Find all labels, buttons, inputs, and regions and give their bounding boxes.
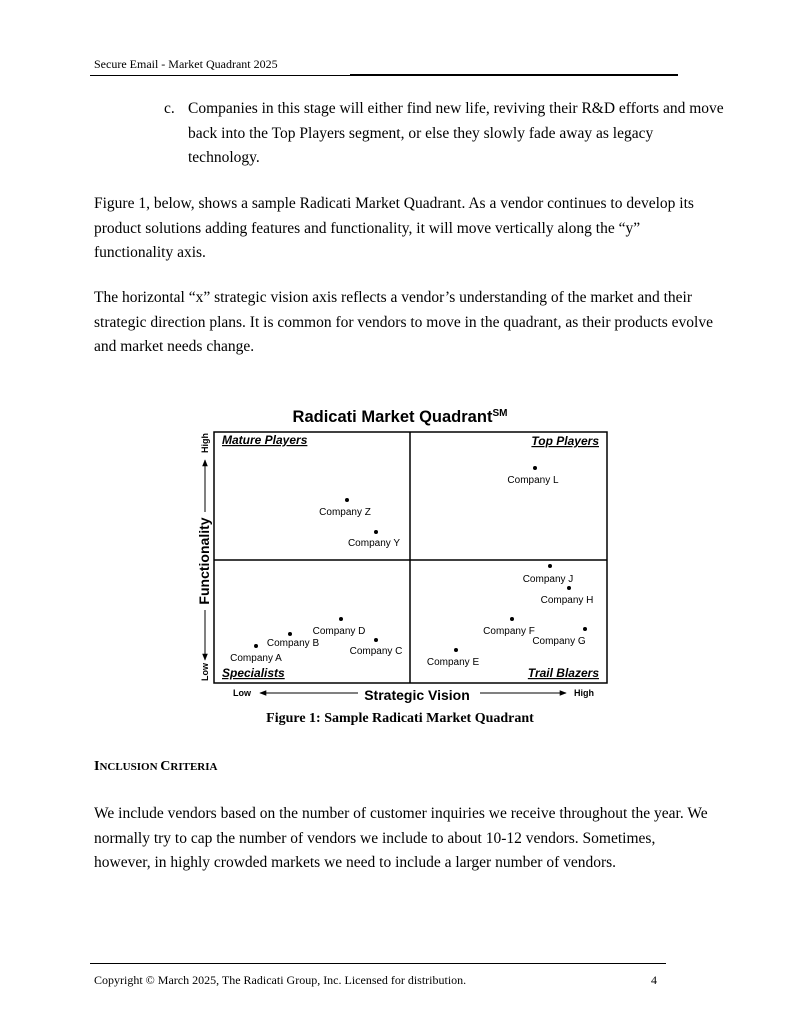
company-label: Company E (426, 657, 480, 668)
y-axis-title: Functionality (196, 517, 212, 605)
paragraph-inclusion-criteria: We include vendors based on the number of customer inquiries we receive throughout the year. We normally try to cap the number of vendors we include to about 10-12 vendors. Sometimes, however, in highly crowded markets we need to include a larger number of vendors. (94, 805, 708, 871)
company-dot (548, 564, 552, 568)
company-label: Company D (312, 626, 366, 637)
footer-rule (90, 963, 666, 964)
y-axis (196, 433, 212, 681)
x-axis (233, 687, 594, 703)
heading-smallcaps: RITERIA (170, 761, 218, 773)
list-marker: c. (164, 100, 175, 117)
paragraph-figure-intro: Figure 1, below, shows a sample Radicati Market Quadrant. As a vendor continues to develop its product solutions adding features and functionality, it will move vertically along the “y” functionality axis. (94, 195, 694, 261)
company-dot (288, 632, 292, 636)
quadrant-label-top-players: Top Players (531, 434, 599, 448)
figure-caption: Figure 1: Sample Radicati Market Quadrant (266, 711, 534, 726)
x-axis-low-label: Low (233, 688, 251, 698)
heading-initial: C (160, 759, 171, 774)
company-dot (254, 644, 258, 648)
x-axis-high-label: High (574, 688, 594, 698)
company-label: Company G (532, 636, 586, 647)
company-l (507, 466, 559, 486)
paragraph-strategic-vision: The horizontal “x” strategic vision axis reflects a vendor’s understanding of the market and their strategic direction plans. It is common for vendors to move in the quadrant, as their products evolve and market needs change. (94, 289, 713, 355)
company-j (523, 564, 574, 585)
company-label: Company J (522, 574, 574, 585)
quadrant-label-trail-blazers: Trail Blazers (527, 666, 599, 680)
company-dot (454, 648, 458, 652)
y-axis-high-label: High (200, 433, 210, 453)
company-label: Company B (266, 638, 320, 649)
company-dot (533, 466, 537, 470)
company-label: Company H (540, 595, 594, 606)
company-y (348, 530, 400, 549)
x-axis-title: Strategic Vision (364, 687, 470, 703)
quadrant-label-mature-players: Mature Players (222, 433, 308, 447)
heading-smallcaps: NCLUSION (99, 761, 161, 773)
company-d (313, 617, 366, 637)
company-label: Company Y (347, 538, 401, 549)
company-label: Company F (483, 626, 535, 637)
company-dot (345, 498, 349, 502)
company-label: Company L (507, 475, 559, 486)
quadrant-label-specialists: Specialists (222, 666, 285, 680)
company-g (532, 627, 587, 647)
company-h (541, 586, 594, 606)
company-z (319, 498, 371, 518)
header-rule (90, 75, 678, 76)
company-label: Company A (230, 653, 282, 664)
market-quadrant-figure (190, 398, 610, 708)
company-dot (567, 586, 571, 590)
section-heading-inclusion-criteria (94, 759, 217, 775)
company-dot (583, 627, 587, 631)
list-item-c (164, 97, 724, 171)
company-dot (374, 530, 378, 534)
company-dot (510, 617, 514, 621)
figure-title (293, 408, 508, 426)
list-item-text: Companies in this stage will either find new life, reviving their R&D efforts and move back into the Top Players segment, or else they slowly fade away as legacy technology. (188, 100, 724, 166)
company-dot (374, 638, 378, 642)
company-dot (339, 617, 343, 621)
y-axis-low-label: Low (200, 663, 210, 681)
figure-title-superscript: SM (492, 408, 508, 419)
company-f (483, 617, 535, 637)
company-label: Company C (349, 646, 403, 657)
company-e (427, 648, 480, 668)
heading-initial: I (94, 759, 100, 774)
figure-title-text: Radicati Market Quadrant (292, 408, 493, 426)
company-b (267, 632, 320, 649)
page-header: Secure Email - Market Quadrant 2025 (94, 57, 278, 71)
page-number: 4 (651, 973, 657, 987)
company-label: Company Z (319, 507, 371, 518)
company-c (350, 638, 403, 657)
footer-copyright: Copyright © March 2025, The Radicati Group, Inc. Licensed for distribution. (94, 973, 467, 987)
